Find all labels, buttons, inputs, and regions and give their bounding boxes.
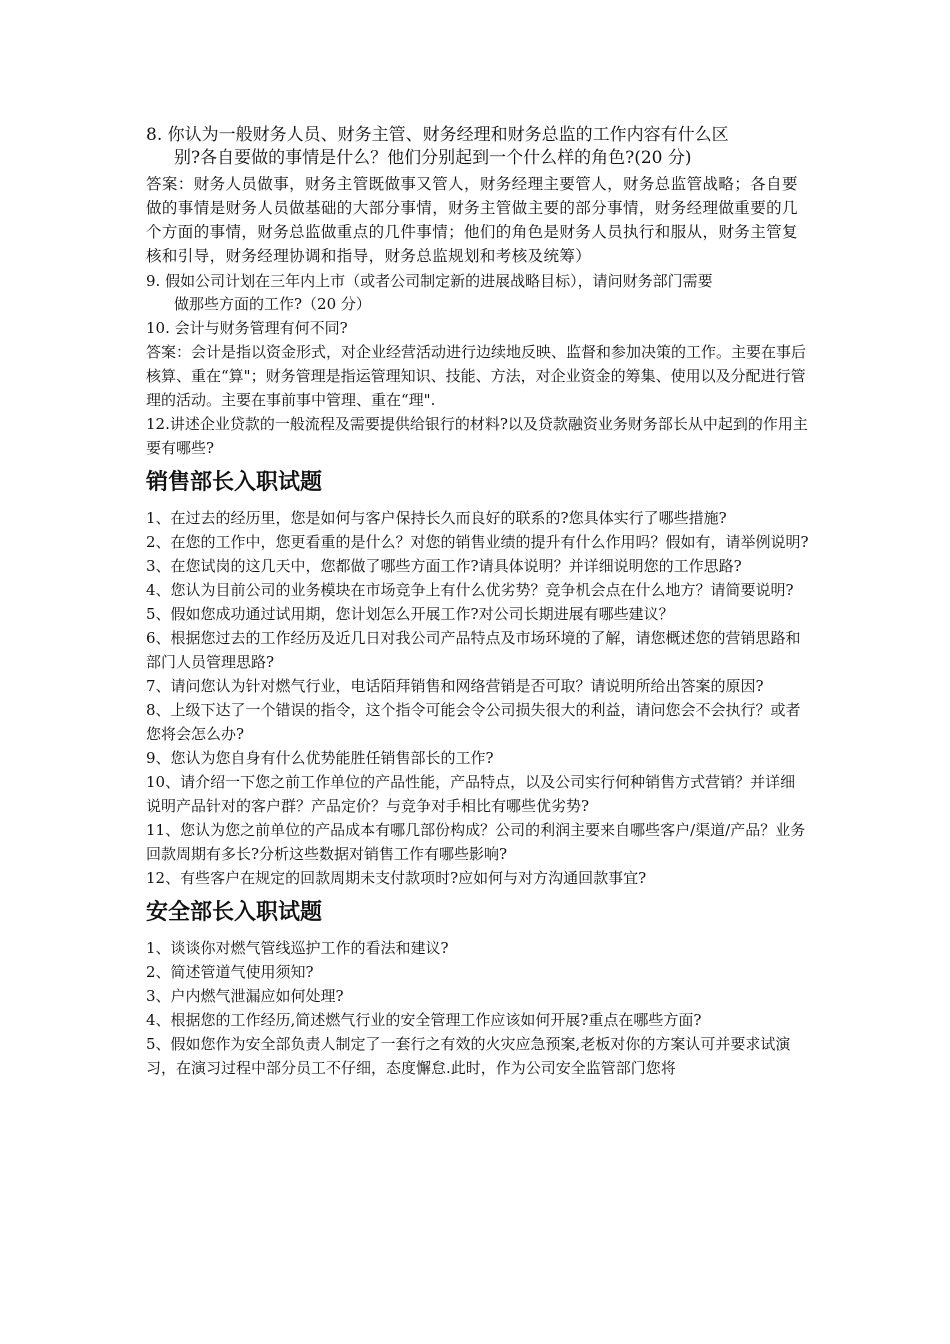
question-8-line-1: 8. 你认为一般财务人员、财务主管、财务经理和财务总监的工作内容有什么区 — [146, 125, 729, 145]
question-9-line-1: 9. 假如公司计划在三年内上市（或者公司制定新的进展战略目标），请问财务部门需要 — [146, 272, 713, 290]
answer-10: 答案：会计是指以资金形式，对企业经营活动进行边续地反映、监督和参加决策的工作。主要在事后核算、重在“算"；财务管理是指运管理知识、技能、方法，对企业资金的筹集、使用以及分配进行管理的活动。主要在事前事中管理、重在“理". — [146, 343, 807, 409]
list-item: 4、根据您的工作经历,简述燃气行业的安全管理工作应该如何开展?重点在哪些方面? — [146, 1011, 702, 1029]
list-item: 9、您认为您自身有什么优势能胜任销售部长的工作? — [146, 749, 494, 767]
question-9-line-2: 做那些方面的工作?（20 分） — [174, 295, 371, 313]
page-content — [146, 124, 810, 1080]
list-item: 11、您认为您之前单位的产品成本有哪几部份构成？公司的利润主要来自哪些客户/渠道/产品？业务回款周期有多长?分析这些数据对销售工作有哪些影响? — [146, 821, 806, 863]
list-item: 7、请问您认为针对燃气行业，电话陌拜销售和网络营销是否可取？请说明所给出答案的原因? — [146, 677, 764, 695]
list-item: 12、有些客户在规定的回款周期未支付款项时?应如何与对方沟通回款事宜? — [146, 869, 647, 887]
safety-question-list — [146, 936, 810, 1080]
question-8-line-2: 别?各自要做的事情是什么？他们分别起到一个什么样的角色?(20 分) — [174, 148, 692, 168]
list-item: 10、请介绍一下您之前工作单位的产品性能，产品特点，以及公司实行何种销售方式营销？并详细说明产品针对的客户群？产品定价？与竞争对手相比有哪些优劣势? — [146, 773, 796, 815]
list-item: 4、您认为目前公司的业务模块在市场竞争上有什么优劣势？竞争机会点在什么地方？请简要说明? — [146, 581, 794, 599]
list-item: 8、上级下达了一个错误的指令，这个指令可能会令公司损失很大的利益，请问您会不会执行？或者您将会怎么办? — [146, 701, 801, 743]
list-item: 3、在您试岗的这几天中，您都做了哪些方面工作?请具体说明？并详细说明您的工作思路? — [146, 557, 742, 575]
list-item: 1、在过去的经历里，您是如何与客户保持长久而良好的联系的?您具体实行了哪些措施? — [146, 509, 727, 527]
list-item: 5、假如您成功通过试用期，您计划怎么开展工作?对公司长期进展有哪些建议？ — [146, 605, 674, 623]
list-item: 5、假如您作为安全部负责人制定了一套行之有效的火灾应急预案,老板对你的方案认可并要求试演习，在演习过程中部分员工不仔细，态度懈怠.此时，作为公司安全监管部门您将 — [146, 1035, 791, 1077]
question-9 — [146, 270, 810, 316]
sales-question-list — [146, 506, 810, 890]
question-12: 12.讲述企业贷款的一般流程及需要提供给银行的材料?以及贷款融资业务财务部长从中起到的作用主要有哪些? — [146, 415, 808, 457]
list-item: 3、户内燃气泄漏应如何处理? — [146, 987, 344, 1005]
answer-8: 答案：财务人员做事，财务主管既做事又管人，财务经理主要管人，财务总监管战略；各自要做的事情是财务人员做基础的大部分事情，财务主管做主要的部分事情，财务经理做重要的几个方面的事情，财务总监做重点的几件事情；他们的角色是财务人员执行和服从，财务主管复核和引导，财务经理协调和指导，财务总监规划和考核及统筹） — [146, 175, 798, 265]
sales-section-heading: 销售部长入职试题 — [146, 470, 323, 495]
list-item: 1、谈谈你对燃气管线巡护工作的看法和建议? — [146, 939, 449, 957]
safety-section-heading: 安全部长入职试题 — [146, 900, 323, 925]
list-item: 6、根据您过去的工作经历及近几日对我公司产品特点及市场环境的了解，请您概述您的营销思路和部门人员管理思路? — [146, 629, 801, 671]
question-8 — [146, 124, 810, 170]
list-item: 2、在您的工作中，您更看重的是什么？对您的销售业绩的提升有什么作用吗？假如有，请举例说明? — [146, 533, 809, 551]
list-item: 2、简述管道气使用须知? — [146, 963, 314, 981]
question-10: 10. 会计与财务管理有何不同? — [146, 319, 348, 337]
